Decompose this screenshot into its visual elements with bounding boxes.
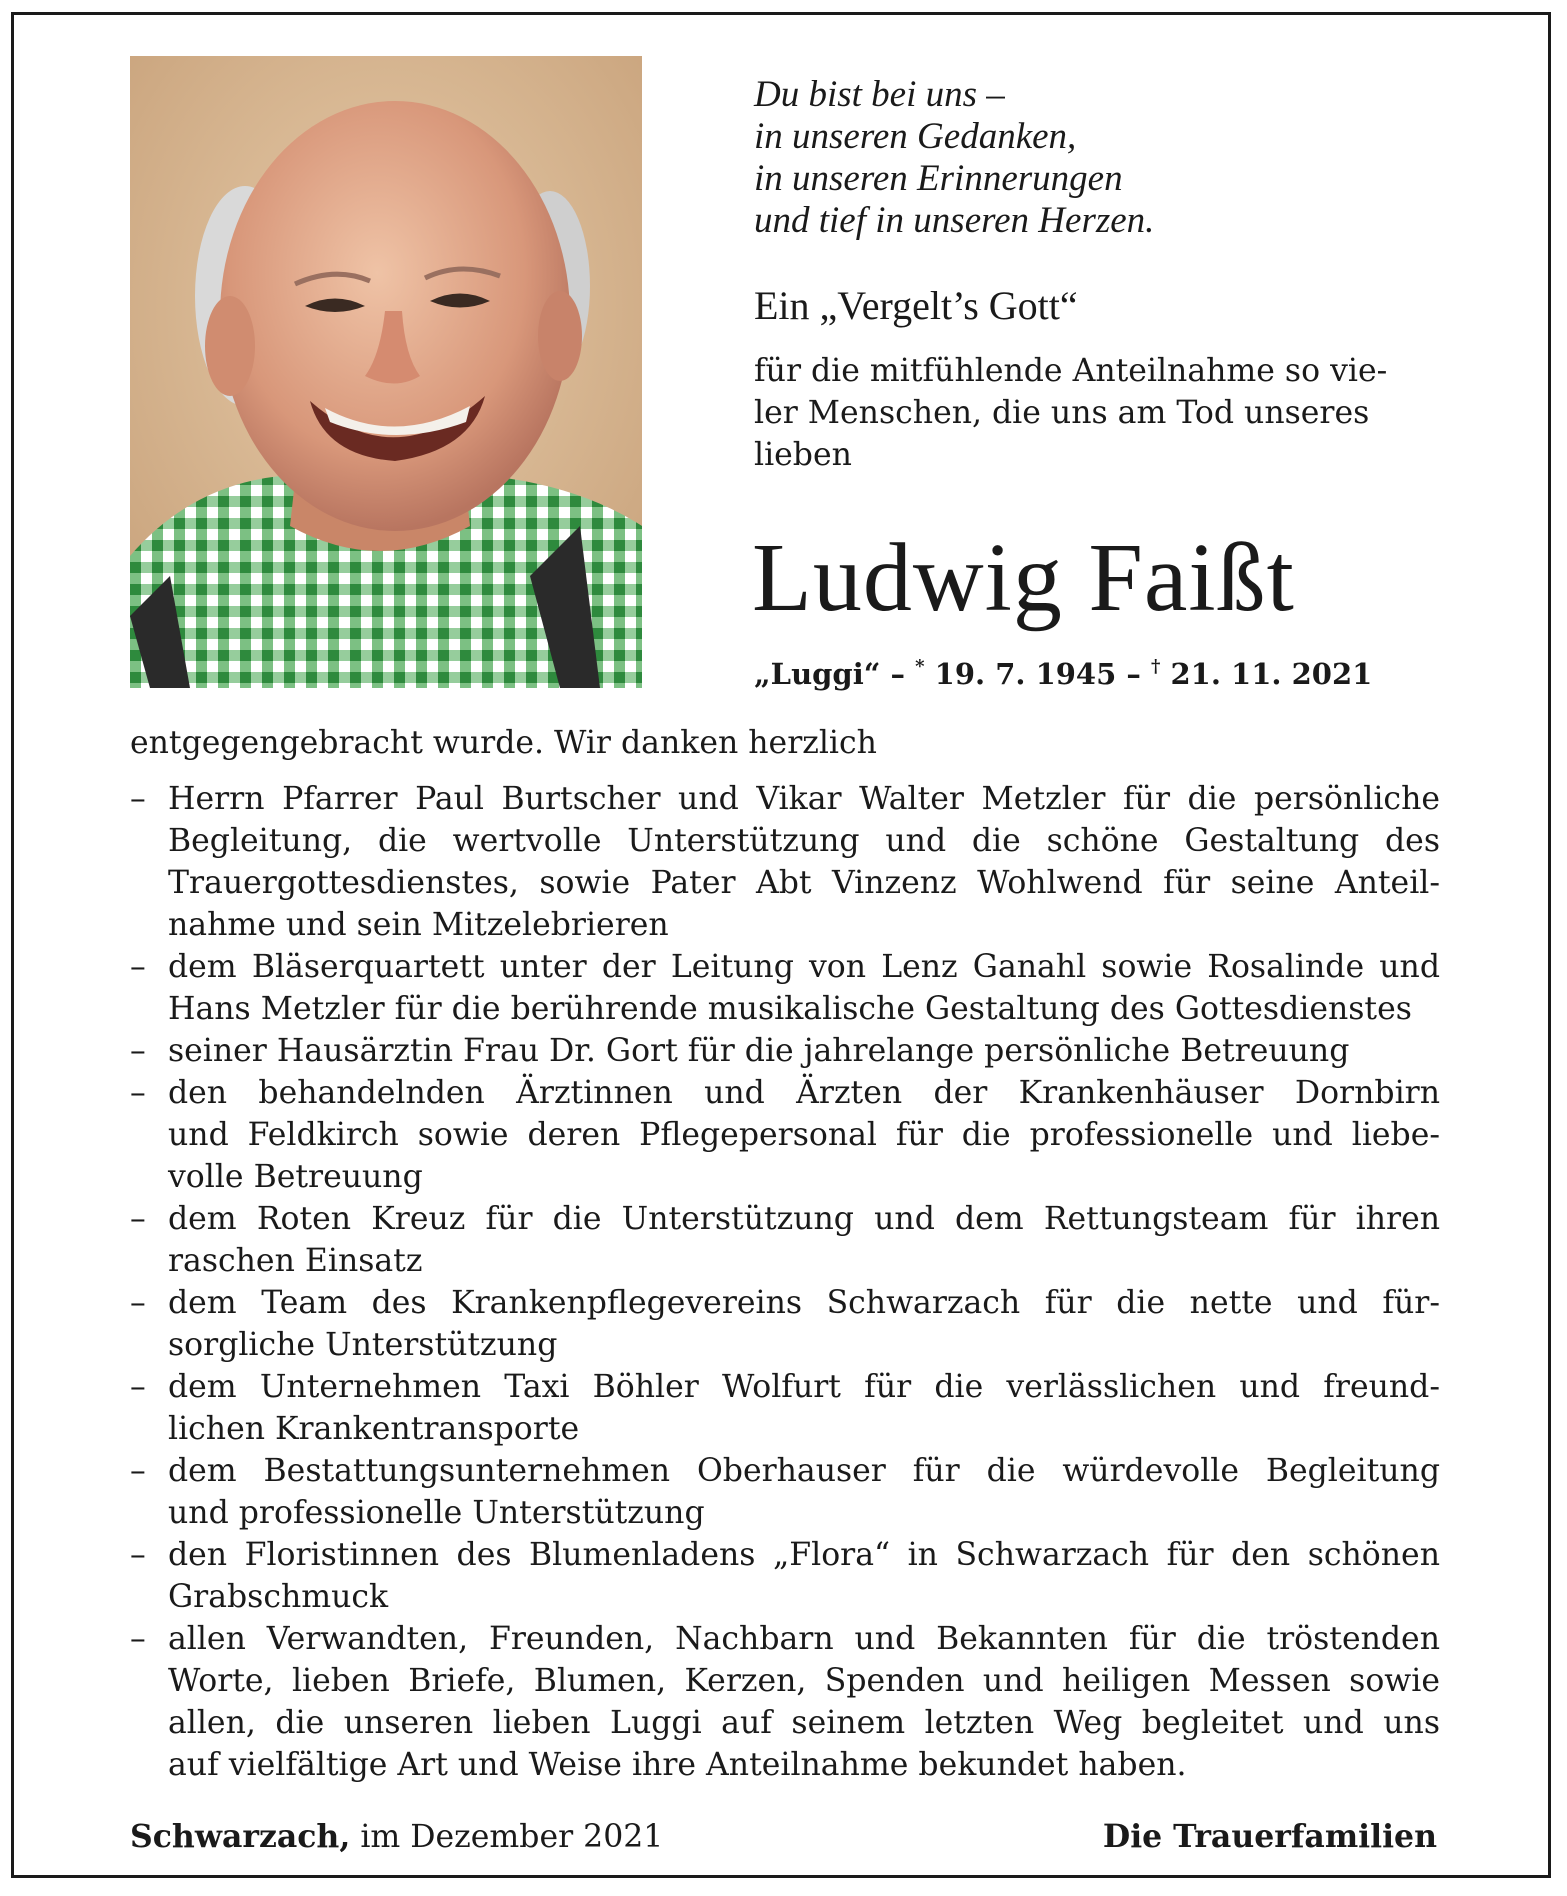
thanks-line: Hans Metzler für die berührende musikalische Gestaltung des Gottesdienstes xyxy=(168,991,1412,1027)
portrait-photo xyxy=(130,56,642,688)
thanks-list-item xyxy=(130,1450,1440,1534)
thanks-line: auf vielfältige Art und Weise ihre Anteilnahme bekundet haben. xyxy=(168,1747,1187,1783)
poem-line: in unseren Erinnerungen xyxy=(754,158,1123,199)
thanks-line: dem Roten Kreuz für die Unterstützung und dem Rettungsteam für ihren xyxy=(168,1201,1440,1237)
thanks-line: allen Verwandten, Freunden, Nachbarn und Bekannten für die tröstenden xyxy=(168,1621,1440,1657)
cross-symbol: † xyxy=(1150,656,1161,677)
dash-bullet: – xyxy=(130,781,146,817)
thanks-line: Herrn Pfarrer Paul Burtscher und Vikar Walter Metzler für die persönliche xyxy=(168,781,1440,817)
thanks-line: Begleitung, die wertvolle Unterstützung und die schöne Gestaltung des xyxy=(168,823,1440,859)
separator: – xyxy=(880,657,916,691)
dash-bullet: – xyxy=(130,1201,146,1237)
dash-bullet: – xyxy=(130,1369,146,1405)
thanks-line: seiner Hausärztin Frau Dr. Gort für die jahrelange persönliche Betreuung xyxy=(168,1033,1350,1069)
intro-text xyxy=(754,350,1454,476)
dash-bullet: – xyxy=(130,1075,146,1111)
thanks-line: volle Betreuung xyxy=(168,1159,423,1195)
thanks-list xyxy=(130,778,1440,1786)
separator: – xyxy=(1116,657,1151,691)
dash-bullet: – xyxy=(130,1453,146,1489)
thanks-list-item xyxy=(130,1366,1440,1450)
thanks-line: und Feldkirch sowie deren Pflegepersonal für die professionelle und liebe- xyxy=(168,1117,1440,1153)
dash-bullet: – xyxy=(130,1537,146,1573)
intro-line: lieben xyxy=(754,437,852,473)
thanks-list-item xyxy=(130,1534,1440,1618)
thanks-line: dem Bestattungsunternehmen Oberhauser für die würdevolle Begleitung xyxy=(168,1453,1440,1489)
thanks-line: und professionelle Unterstützung xyxy=(168,1495,705,1531)
thanks-list-item xyxy=(130,1618,1440,1786)
vergelts-gott-heading: Ein „Vergelt’s Gott“ xyxy=(754,283,1078,328)
thanks-line: sorgliche Unterstützung xyxy=(168,1327,558,1363)
deceased-name: Ludwig Faißt xyxy=(752,524,1295,632)
thanks-line: raschen Einsatz xyxy=(168,1243,423,1279)
dash-bullet: – xyxy=(130,1033,146,1069)
thanks-list-item xyxy=(130,778,1440,946)
thanks-list-item xyxy=(130,1030,1440,1072)
thanks-line: allen, die unseren lieben Luggi auf seinem letzten Weg begleitet und uns xyxy=(168,1705,1440,1741)
thanks-line: nahme und sein Mitzelebrieren xyxy=(168,907,669,943)
thanks-list-item xyxy=(130,1072,1440,1198)
intro-line: ler Menschen, die uns am Tod unseres xyxy=(754,395,1370,431)
dash-bullet: – xyxy=(130,1285,146,1321)
footer-signature: Die Trauerfamilien xyxy=(1102,1818,1437,1855)
footer-place-date xyxy=(130,1818,663,1855)
nickname: „Luggi“ xyxy=(754,657,881,691)
death-date: 21. 11. 2021 xyxy=(1160,657,1373,691)
thanks-line: dem Bläserquartett unter der Leitung von Lenz Ganahl sowie Rosalinde und xyxy=(168,949,1440,985)
intro-line: für die mitfühlende Anteilnahme so vie- xyxy=(754,353,1388,389)
thanks-line: lichen Krankentransporte xyxy=(168,1411,580,1447)
dash-bullet: – xyxy=(130,1621,146,1657)
thanks-list-item xyxy=(130,1282,1440,1366)
footer-place: Schwarzach, xyxy=(130,1818,351,1855)
poem xyxy=(754,74,1454,242)
thanks-line: den behandelnden Ärztinnen und Ärzten der Krankenhäuser Dornbirn xyxy=(168,1075,1440,1111)
thanks-line: Grabschmuck xyxy=(168,1579,389,1615)
thanks-line: Worte, lieben Briefe, Blumen, Kerzen, Spenden und heiligen Messen sowie xyxy=(168,1663,1440,1699)
born-symbol: * xyxy=(915,656,925,677)
poem-line: in unseren Gedanken, xyxy=(754,116,1077,157)
footer-date: im Dezember 2021 xyxy=(350,1819,664,1855)
life-dates xyxy=(754,656,1372,691)
thanks-list-item xyxy=(130,1198,1440,1282)
thanks-line: Trauergottesdienstes, sowie Pater Abt Vinzenz Wohlwend für seine Anteil- xyxy=(168,865,1440,901)
lead-text: entgegengebracht wurde. Wir danken herzlich xyxy=(130,725,877,761)
thanks-list-item xyxy=(130,946,1440,1030)
birth-date: 19. 7. 1945 xyxy=(924,657,1117,691)
thanks-line: den Floristinnen des Blumenladens „Flora“ in Schwarzach für den schönen xyxy=(168,1537,1440,1573)
poem-line: Du bist bei uns – xyxy=(754,74,1005,115)
thanks-line: dem Unternehmen Taxi Böhler Wolfurt für die verlässlichen und freund- xyxy=(168,1369,1440,1405)
dash-bullet: – xyxy=(130,949,146,985)
poem-line: und tief in unseren Herzen. xyxy=(754,200,1155,241)
thanks-line: dem Team des Krankenpflegevereins Schwarzach für die nette und für- xyxy=(168,1285,1440,1321)
